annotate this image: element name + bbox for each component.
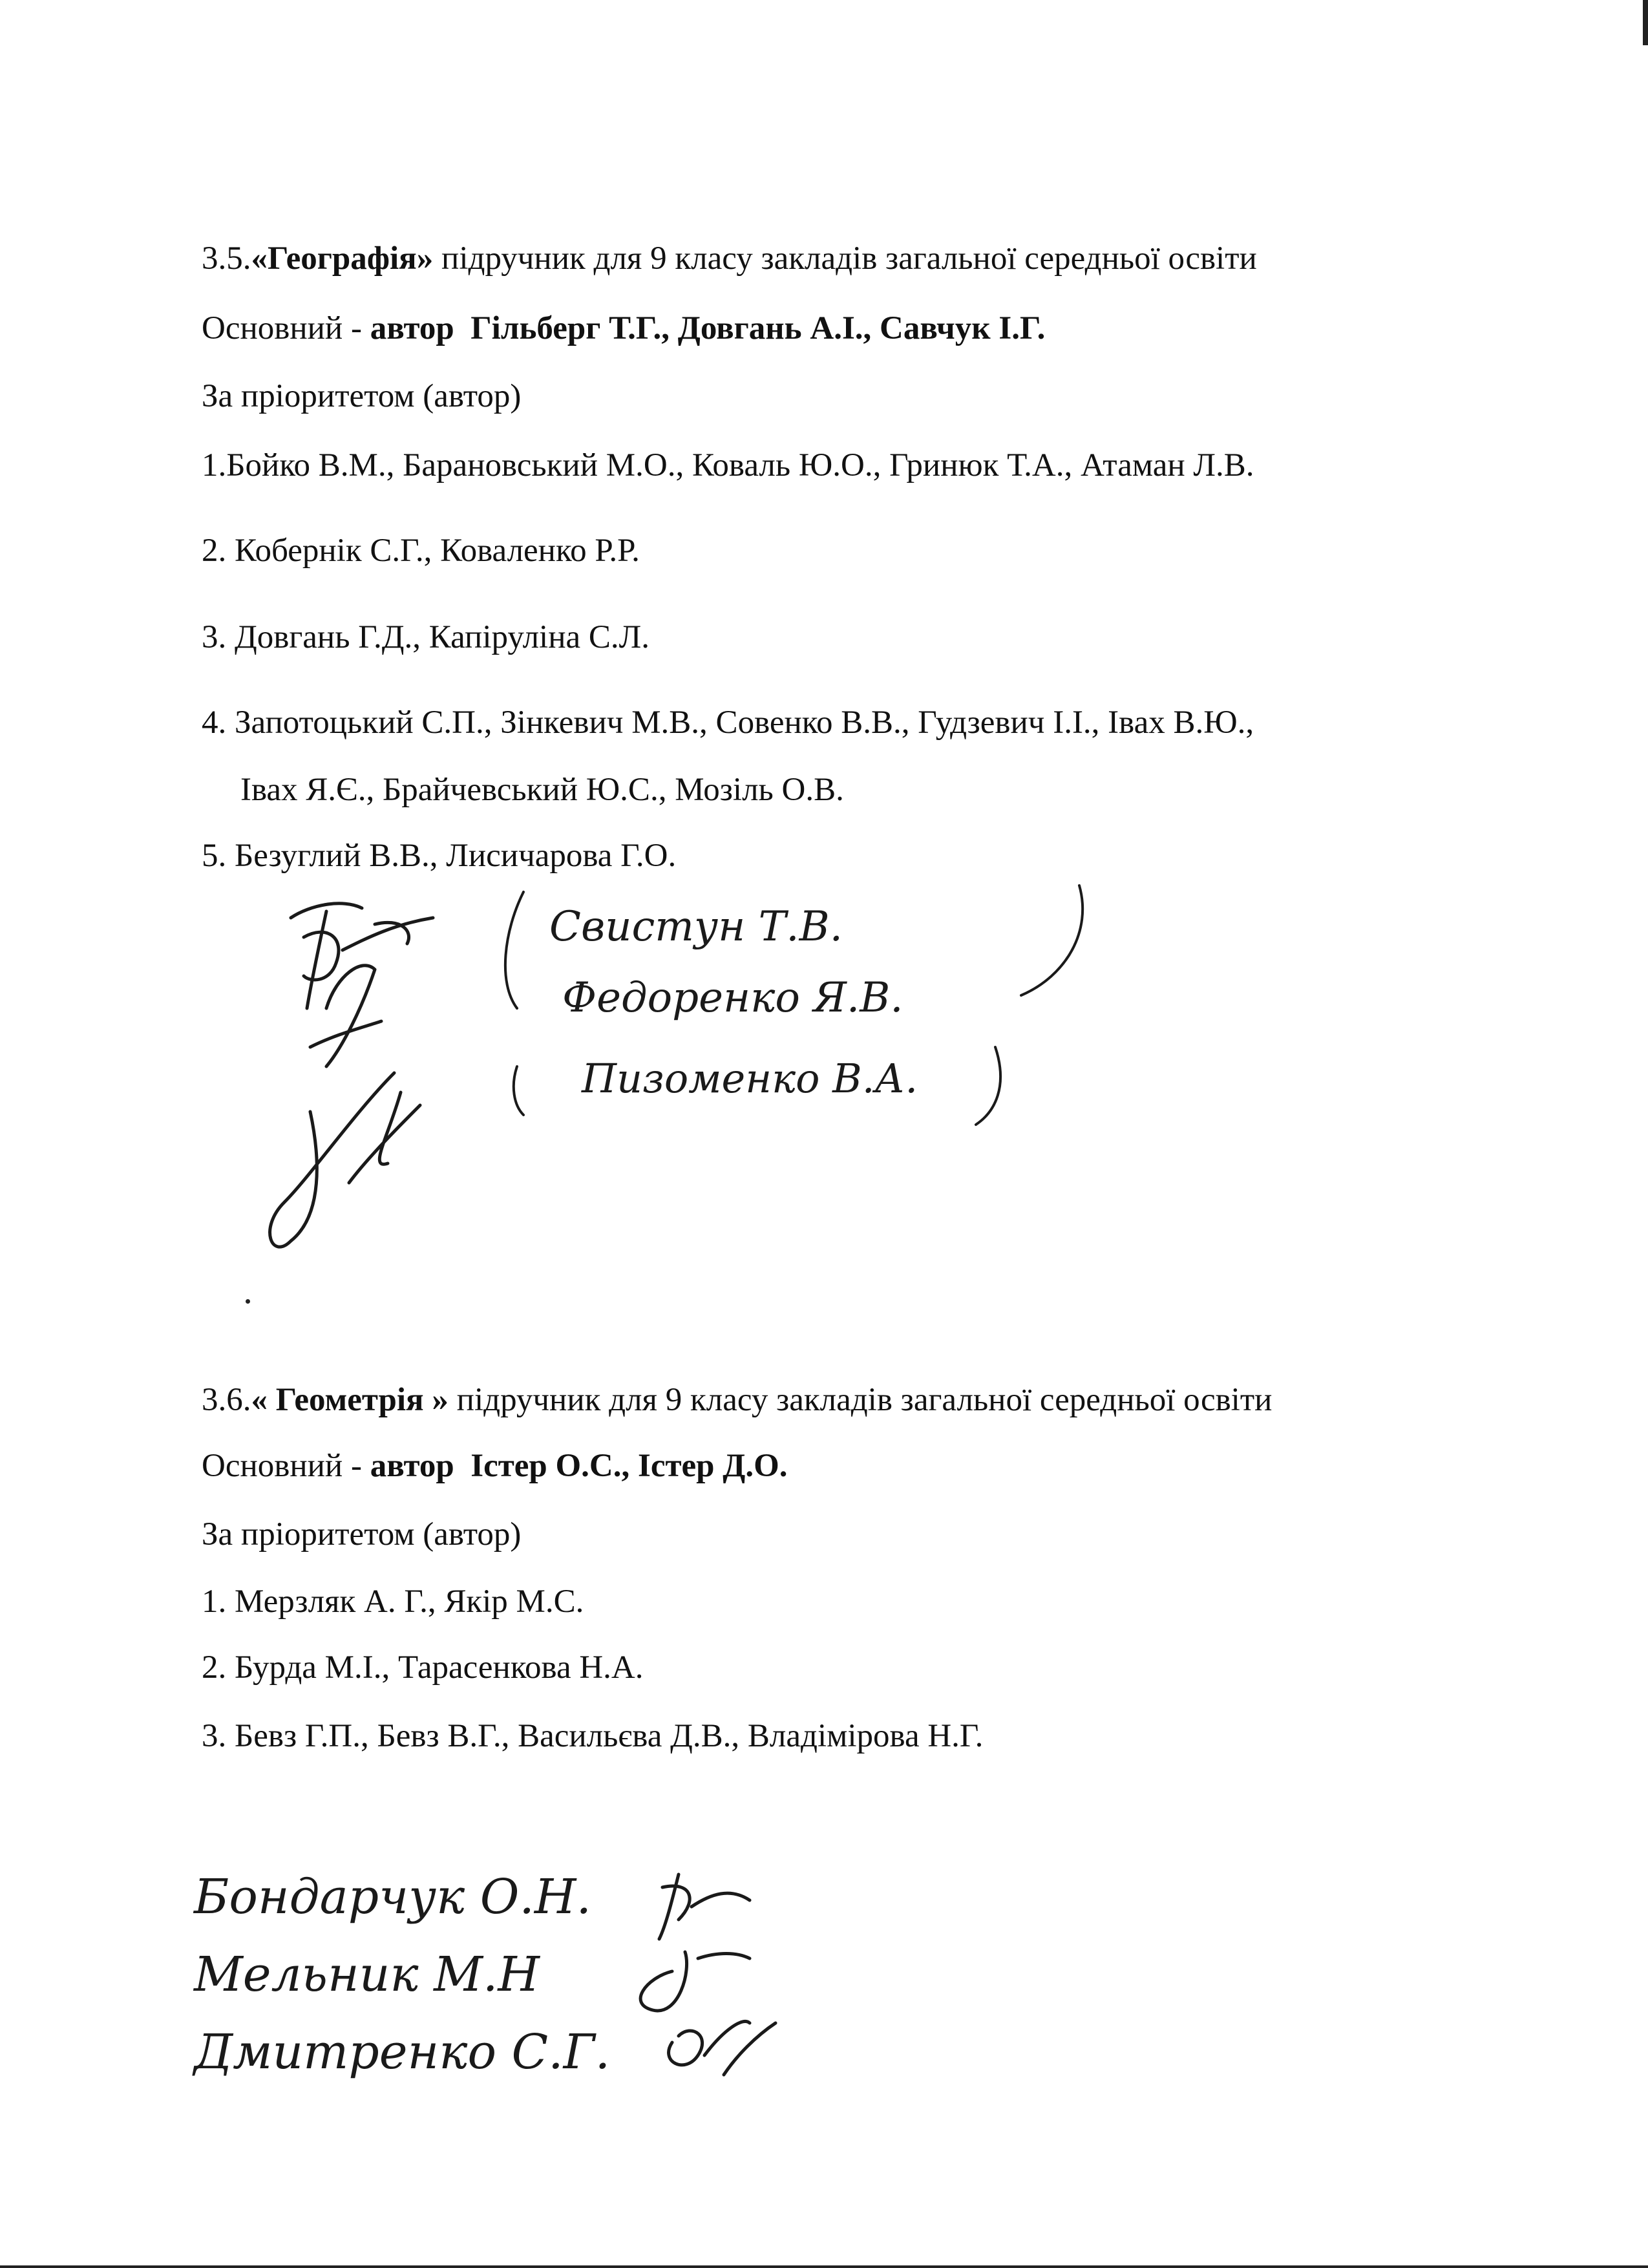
signatures-block-2 bbox=[181, 1861, 827, 2107]
handwritten-name-3: Пизоменко В.А. bbox=[582, 1055, 918, 1102]
signature-scribble-left bbox=[270, 904, 433, 1247]
subject-title: Географія bbox=[268, 240, 417, 277]
stray-dot bbox=[246, 1299, 250, 1304]
section-35-item-5: 5. Безуглий В.В., Лисичарова Г.О. bbox=[202, 838, 677, 874]
scan-edge-top-right bbox=[1643, 0, 1648, 45]
signature-names-right bbox=[505, 885, 1083, 1125]
section-35-item-3: 3. Довгань Г.Д., Капіруліна С.Л. bbox=[202, 619, 650, 655]
section-35-heading: 3.5.«Географія» підручник для 9 класу закладів загальної середньої освіти bbox=[202, 240, 1257, 277]
section-35-item-4: 4. Запотоцький С.П., Зінкевич М.В., Совенко В.В., Гудзевич І.І., Івах В.Ю., bbox=[202, 705, 1254, 741]
section-36-item-2: 2. Бурда М.І., Тарасенкова Н.А. bbox=[202, 1649, 644, 1686]
section-35-main-author: Основний - автор Гільберг Т.Г., Довгань А.І., Савчук І.Г. bbox=[202, 310, 1046, 346]
subject-title: Геометрія bbox=[275, 1382, 424, 1418]
handwritten-name-4: Бондарчук О.Н. bbox=[194, 1869, 591, 1925]
signature-scribbles bbox=[640, 1874, 776, 2075]
handwritten-name-1: Свистун Т.В. bbox=[549, 903, 843, 951]
section-35-priority-label: За пріоритетом (автор) bbox=[202, 378, 522, 414]
section-35-item-1: 1.Бойко В.М., Барановський М.О., Коваль Ю.О., Гринюк Т.А., Атаман Л.В. bbox=[202, 447, 1254, 483]
handwritten-name-2: Федоренко Я.В. bbox=[562, 974, 903, 1022]
section-35-item-4-cont: Івах Я.Є., Брайчевський Ю.С., Мозіль О.В. bbox=[240, 772, 844, 808]
section-number: 3.6. bbox=[202, 1382, 251, 1418]
section-36-priority-label: За пріоритетом (автор) bbox=[202, 1516, 522, 1553]
section-35-item-2: 2. Кобернік С.Г., Коваленко Р.Р. bbox=[202, 533, 640, 569]
section-36-item-1: 1. Мерзляк А. Г., Якір М.С. bbox=[202, 1584, 584, 1620]
section-number: 3.5. bbox=[202, 240, 251, 277]
signatures-block-1 bbox=[213, 879, 1118, 1293]
handwritten-name-6: Дмитренко С.Г. bbox=[194, 2024, 611, 2080]
scan-edge-bottom bbox=[0, 2265, 1648, 2268]
main-authors: Гільберг Т.Г., Довгань А.І., Савчук І.Г. bbox=[470, 310, 1046, 346]
section-36-item-3: 3. Бевз Г.П., Бевз В.Г., Васильєва Д.В., Владімірова Н.Г. bbox=[202, 1718, 984, 1754]
handwritten-name-5: Мельник М.Н bbox=[194, 1947, 540, 2002]
section-36-main-author: Основний - автор Істер О.С., Істер Д.О. bbox=[202, 1448, 788, 1484]
section-36-heading: 3.6.« Геометрія » підручник для 9 класу закладів загальної середньої освіти bbox=[202, 1382, 1273, 1418]
main-authors: Істер О.С., Істер Д.О. bbox=[470, 1448, 788, 1484]
